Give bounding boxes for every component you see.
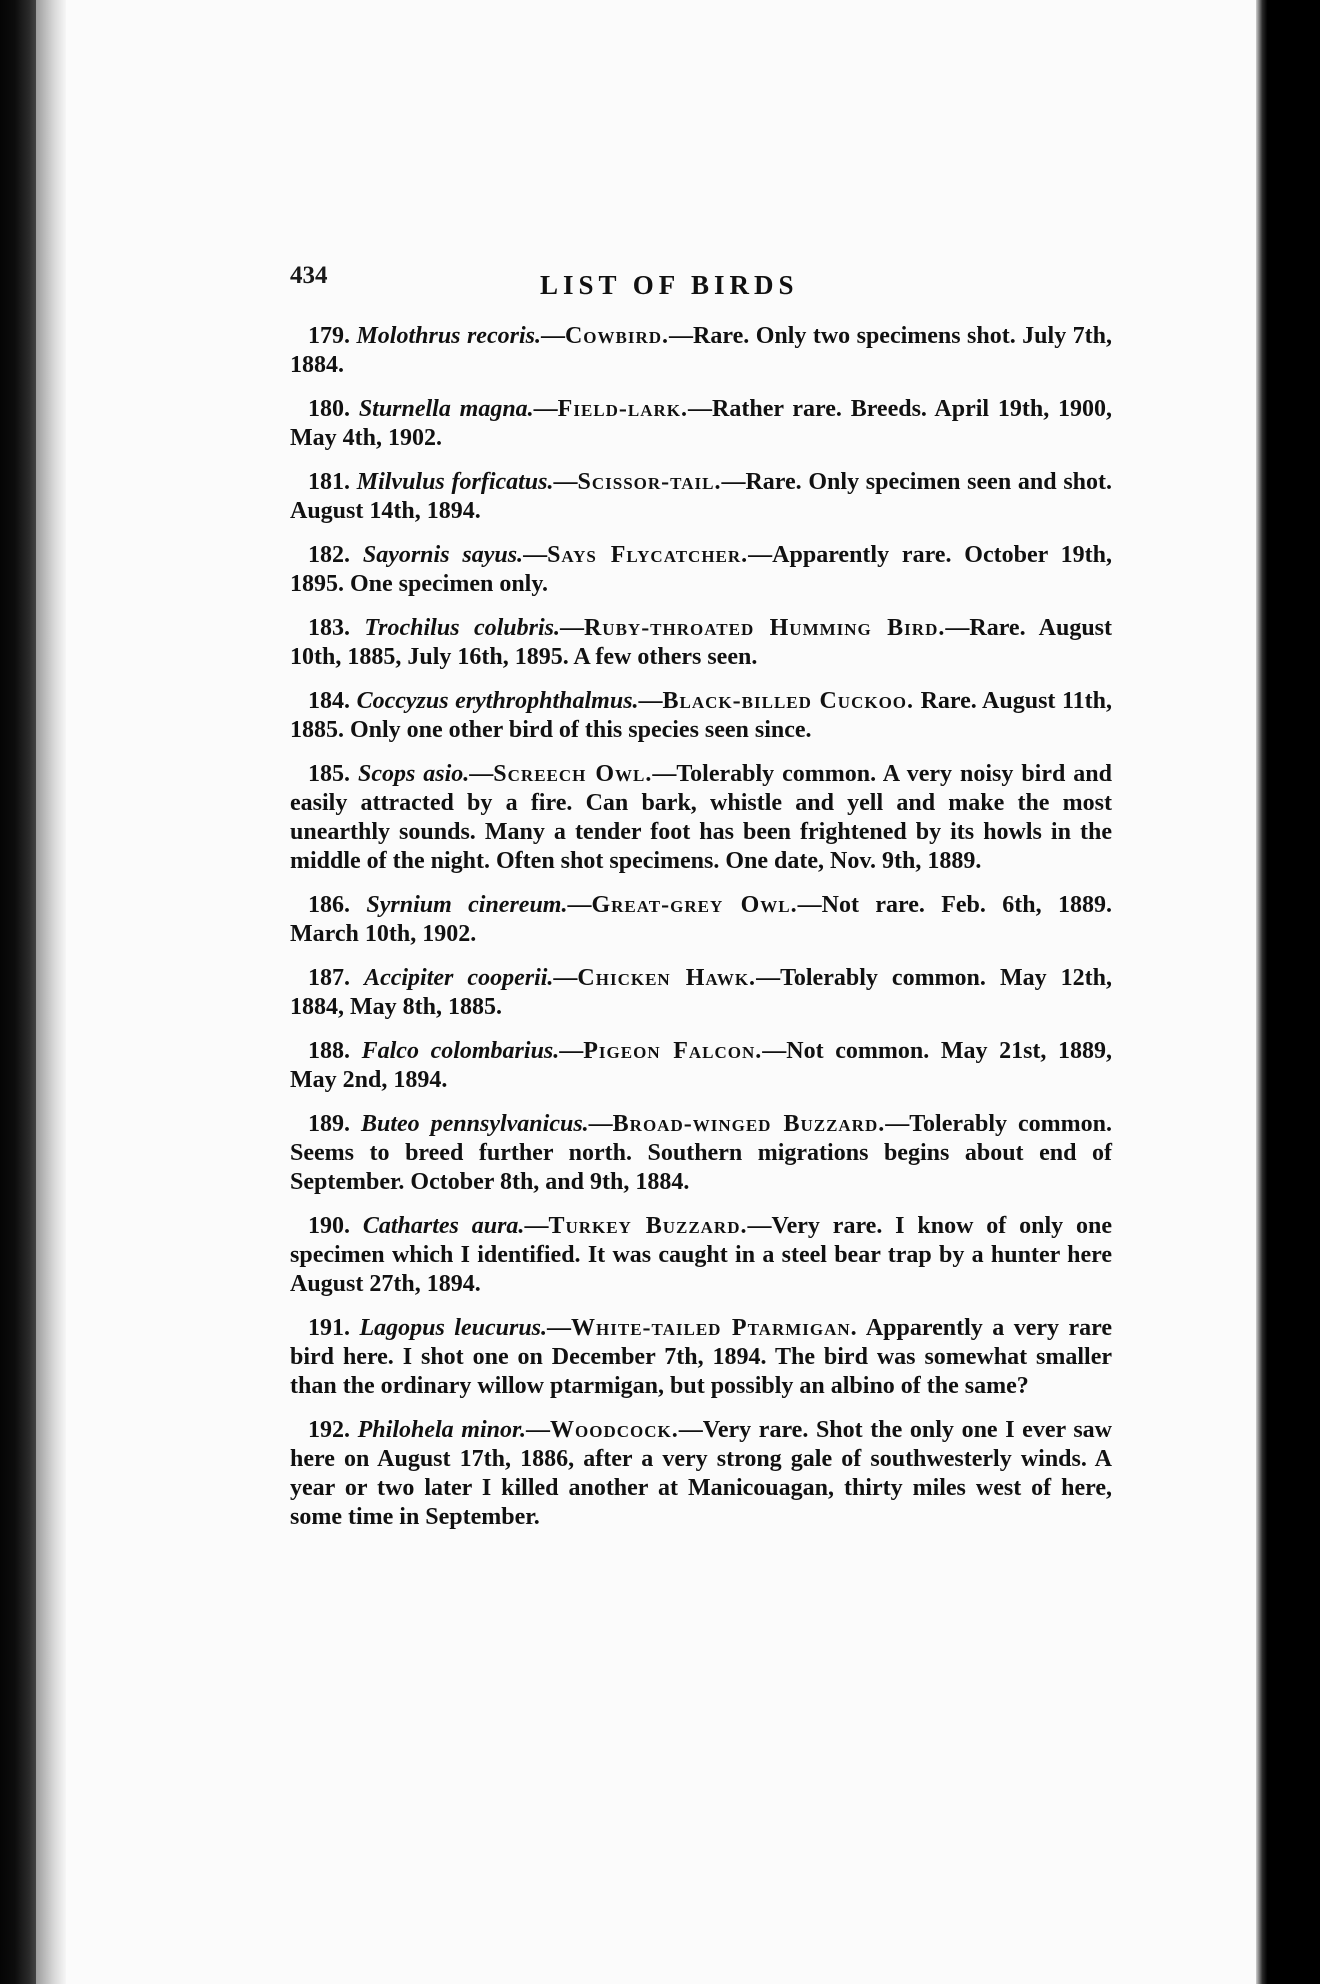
- entry-text: —Not common. May 21st, 1889, May 2nd, 1894.: [290, 1038, 1113, 1093]
- entry-text: Apparently a very rare bird here. I shot one on December 7th, 1894. The bird was somewhat smaller than the ordinary willow ptarmigan, but possibly an albino of the same?: [290, 1315, 1113, 1399]
- entry-number: 186.: [308, 892, 350, 918]
- latin-name: Lagopus leucurus.: [359, 1315, 548, 1341]
- common-name: Scissor-tail.: [577, 469, 722, 495]
- entry-text: —Rare. August 10th, 1885, July 16th, 1895. A few others seen.: [290, 615, 1113, 670]
- bird-list: [290, 322, 1112, 1547]
- entry-number: 190.: [308, 1213, 350, 1239]
- common-name: Says Flycatcher.: [547, 542, 749, 568]
- common-name: Screech Owl.: [493, 761, 653, 787]
- latin-name: Scops asio.: [357, 761, 470, 787]
- entry-number: 179.: [308, 323, 350, 349]
- latin-name: Accipiter cooperii.: [364, 965, 554, 991]
- entry-number: 181.: [308, 469, 350, 495]
- list-entry: 187. Accipiter cooperii.—Chicken Hawk.—Tolerably common. May 12th, 1884, May 8th, 1885.: [290, 965, 1113, 1020]
- list-entry: 190. Cathartes aura.—Turkey Buzzard.—Very rare. I know of only one specimen which I identified. It was caught in a steel bear trap by a hunter here August 27th, 1894.: [290, 1213, 1112, 1297]
- list-entry: 183. Trochilus colubris.—Ruby-throated Humming Bird.—Rare. August 10th, 1885, July 16th, 1895. A few others seen.: [290, 615, 1113, 670]
- entry-number: 184.: [308, 688, 350, 714]
- entry-text: —Rather rare. Breeds. April 19th, 1900, May 4th, 1902.: [290, 396, 1113, 451]
- common-name: Turkey Buzzard.: [548, 1213, 748, 1239]
- list-entry: 189. Buteo pennsylvanicus.—Broad-winged Buzzard.—Tolerably common. Seems to breed further north. Southern migrations begins about end of September. October 8th, and 9th, 1884.: [290, 1111, 1112, 1195]
- page-number: 434: [290, 262, 328, 289]
- common-name: Ruby-throated Humming Bird.: [583, 615, 946, 641]
- common-name: Black-billed Cuckoo.: [662, 688, 915, 714]
- entry-text: —Tolerably common. May 12th, 1884, May 8th, 1885.: [290, 965, 1113, 1020]
- entry-number: 180.: [308, 396, 350, 422]
- running-title: LIST OF BIRDS: [540, 270, 799, 300]
- list-entry: 188. Falco colombarius.—Pigeon Falcon.—Not common. May 21st, 1889, May 2nd, 1894.: [290, 1038, 1113, 1093]
- book-binding-shadow: [0, 0, 36, 1984]
- page-gutter: [36, 0, 66, 1984]
- entry-text: —Tolerably common. Seems to breed further north. Southern migrations begins about end of September. October 8th, and 9th, 1884.: [290, 1111, 1112, 1195]
- entry-number: 182.: [308, 542, 350, 568]
- page-header: [290, 262, 1110, 312]
- common-name: Pigeon Falcon.: [583, 1038, 763, 1064]
- entry-number: 192.: [308, 1417, 350, 1443]
- entry-number: 188.: [308, 1038, 350, 1064]
- entry-text: —Tolerably common. A very noisy bird and easily attracted by a fire. Can bark, whistle and yell and make the most unearthly sounds. Many a tender foot has been frightened by its howls in the middle of the night. Often shot specimens. One date, Nov. 9th, 1889.: [290, 761, 1112, 874]
- entry-number: 191.: [308, 1315, 350, 1341]
- latin-name: Coccyzus erythrophthalmus.: [356, 688, 639, 714]
- latin-name: Trochilus colubris.: [364, 615, 560, 641]
- list-entry: 191. Lagopus leucurus.—White-tailed Ptarmigan. Apparently a very rare bird here. I shot one on December 7th, 1894. The bird was somewhat smaller than the ordinary willow ptarmigan, but possibly an albino of the same?: [290, 1315, 1113, 1399]
- common-name: Chicken Hawk.: [577, 965, 757, 991]
- list-entry: 179. Molothrus recoris.—Cowbird.—Rare. Only two specimens shot. July 7th, 1884.: [290, 323, 1112, 378]
- entry-number: 187.: [308, 965, 350, 991]
- common-name: Woodcock.: [550, 1417, 679, 1443]
- entry-number: 189.: [308, 1111, 350, 1137]
- latin-name: Molothrus recoris.: [356, 323, 541, 349]
- entry-text: —Rare. Only specimen seen and shot. August 14th, 1894.: [290, 469, 1113, 524]
- common-name: Broad-winged Buzzard.: [612, 1111, 886, 1137]
- entry-text: —Rare. Only two specimens shot. July 7th, 1884.: [290, 323, 1112, 378]
- latin-name: Syrnium cinereum.: [366, 892, 568, 918]
- common-name: White-tailed Ptarmigan.: [571, 1315, 858, 1341]
- list-entry: 182. Sayornis sayus.—Says Flycatcher.—Apparently rare. October 19th, 1895. One specimen only.: [290, 542, 1112, 597]
- entry-text: Rare. August 11th, 1885. Only one other bird of this species seen since.: [290, 688, 1112, 743]
- common-name: Field-lark.: [557, 396, 689, 422]
- entry-text: —Very rare. I know of only one specimen which I identified. It was caught in a steel bear trap by a hunter here August 27th, 1894.: [290, 1213, 1112, 1297]
- latin-name: Milvulus forficatus.: [356, 469, 554, 495]
- list-entry: 192. Philohela minor.—Woodcock.—Very rare. Shot the only one I ever saw here on August 17th, 1886, after a very strong gale of southwesterly winds. A year or two later I killed another at Manicouagan, thirty miles west of here, some time in September.: [290, 1417, 1113, 1530]
- latin-name: Philohela minor.: [357, 1417, 526, 1443]
- list-entry: 180. Sturnella magna.—Field-lark.—Rather rare. Breeds. April 19th, 1900, May 4th, 1902.: [290, 396, 1113, 451]
- common-name: Great-grey Owl.: [591, 892, 798, 918]
- scan-border: [1256, 0, 1320, 1984]
- list-entry: 185. Scops asio.—Screech Owl.—Tolerably common. A very noisy bird and easily attracted by a fire. Can bark, whistle and yell and make the most unearthly sounds. Many a tender foot has been frightened by its howls in the middle of the night. Often shot specimens. One date, Nov. 9th, 1889.: [290, 761, 1112, 874]
- latin-name: Sayornis sayus.: [362, 542, 524, 568]
- list-entry: 184. Coccyzus erythrophthalmus.—Black-billed Cuckoo. Rare. August 11th, 1885. Only one other bird of this species seen since.: [290, 688, 1112, 743]
- latin-name: Buteo pennsylvanicus.: [360, 1111, 589, 1137]
- entry-number: 185.: [308, 761, 350, 787]
- list-entry: 186. Syrnium cinereum.—Great-grey Owl.—Not rare. Feb. 6th, 1889. March 10th, 1902.: [290, 892, 1112, 947]
- latin-name: Cathartes aura.: [362, 1213, 525, 1239]
- entry-text: —Very rare. Shot the only one I ever saw here on August 17th, 1886, after a very strong gale of southwesterly winds. A year or two later I killed another at Manicouagan, thirty miles west of here, some time in September.: [290, 1417, 1113, 1530]
- entry-text: —Not rare. Feb. 6th, 1889. March 10th, 1902.: [290, 892, 1112, 947]
- entry-text: —Apparently rare. October 19th, 1895. One specimen only.: [290, 542, 1112, 597]
- latin-name: Falco colombarius.: [361, 1038, 560, 1064]
- entry-number: 183.: [308, 615, 350, 641]
- common-name: Cowbird.: [564, 323, 670, 349]
- latin-name: Sturnella magna.: [358, 396, 534, 422]
- list-entry: 181. Milvulus forficatus.—Scissor-tail.—Rare. Only specimen seen and shot. August 14th, 1894.: [290, 469, 1113, 524]
